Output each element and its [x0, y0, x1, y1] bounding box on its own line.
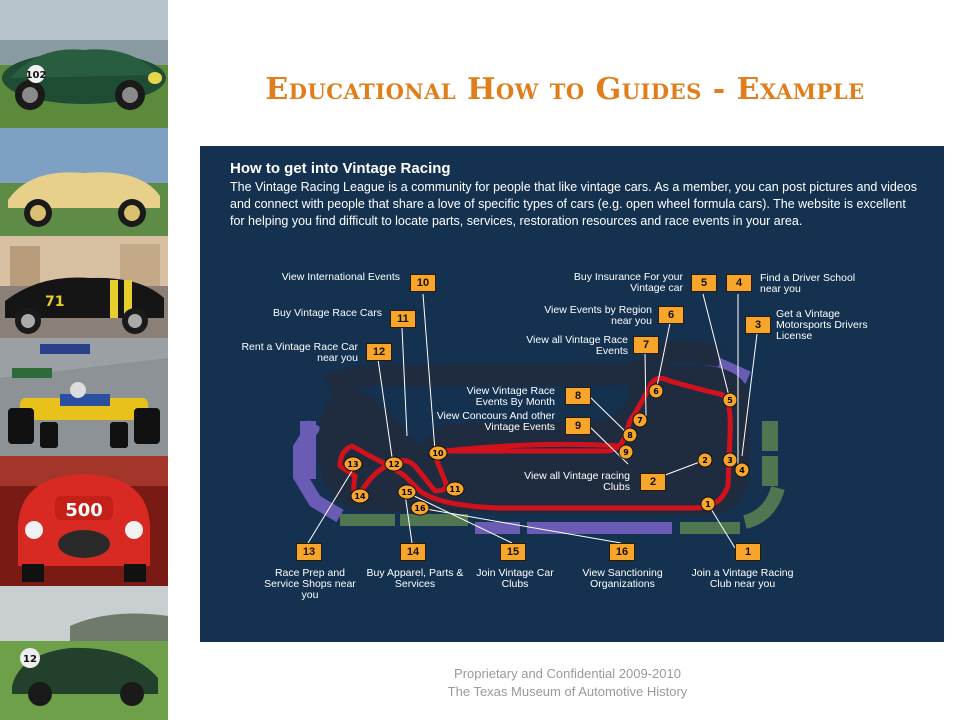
step-label-8: View Vintage Race Events By Month	[466, 385, 555, 408]
step-badge-15: 15	[500, 543, 526, 561]
marker-10	[429, 446, 447, 460]
svg-text:16: 16	[414, 504, 426, 513]
svg-text:13: 13	[347, 460, 359, 469]
svg-text:7: 7	[637, 416, 643, 425]
footer-organization: The Texas Museum of Automotive History	[447, 684, 688, 699]
svg-text:14: 14	[354, 492, 366, 501]
svg-text:4: 4	[739, 466, 745, 475]
step-badge-2: 2	[640, 473, 666, 491]
marker-5	[723, 393, 737, 407]
step-badge-9: 9	[565, 417, 591, 435]
vintage-racing-panel	[200, 146, 944, 642]
photo-car-number: 102	[25, 70, 47, 81]
step-badge-8: 8	[565, 387, 591, 405]
slide-title: Educational How to Guides - Example	[265, 72, 865, 107]
step-label-2: View all Vintage racing Clubs	[524, 470, 630, 493]
marker-11	[446, 482, 464, 496]
svg-text:15: 15	[401, 488, 413, 497]
step-label-16: View Sanctioning Organizations	[582, 567, 663, 590]
marker-12	[385, 457, 403, 471]
marker-3	[723, 453, 737, 467]
photo-cream-roadster	[0, 128, 168, 236]
svg-text:10: 10	[432, 449, 444, 458]
step-label-9: View Concours And other Vintage Events	[436, 410, 555, 433]
step-label-10: View International Events	[281, 271, 400, 283]
step-label-3: Get a Vintage Motorsports Drivers License	[776, 308, 868, 342]
svg-text:5: 5	[727, 396, 733, 405]
marker-7	[633, 413, 647, 427]
marker-9	[619, 445, 633, 459]
photo-green-racer	[0, 0, 168, 128]
photo-car-number: 12	[23, 654, 37, 665]
step-badge-4: 4	[726, 274, 752, 292]
photo-car-number: 500	[65, 500, 103, 521]
step-label-15: Join Vintage Car Clubs	[476, 567, 554, 590]
marker-2	[698, 453, 712, 467]
svg-text:8: 8	[627, 431, 633, 440]
marker-13	[344, 457, 362, 471]
step-label-11: Buy Vintage Race Cars	[273, 307, 382, 319]
marker-4	[735, 463, 749, 477]
step-badge-7: 7	[633, 336, 659, 354]
marker-14	[351, 489, 369, 503]
panel-title: How to get into Vintage Racing	[230, 160, 451, 177]
step-badge-13: 13	[296, 543, 322, 561]
step-label-5: Buy Insurance For your Vintage car	[573, 271, 683, 294]
step-badge-5: 5	[691, 274, 717, 292]
step-badge-1: 1	[735, 543, 761, 561]
step-badge-16: 16	[609, 543, 635, 561]
svg-text:9: 9	[623, 448, 629, 457]
step-label-1: Join a Vintage Racing Club near you	[691, 567, 794, 590]
photo-red-maserati	[0, 456, 168, 586]
marker-6	[649, 384, 663, 398]
svg-text:1: 1	[705, 500, 711, 509]
marker-16	[411, 501, 429, 515]
marker-15	[398, 485, 416, 499]
step-label-14: Buy Apparel, Parts & Services	[366, 567, 464, 590]
step-label-12: Rent a Vintage Race Car near you	[241, 341, 358, 364]
svg-text:3: 3	[727, 456, 733, 465]
step-badge-12: 12	[366, 343, 392, 361]
photo-formula-cars	[0, 338, 168, 456]
svg-text:2: 2	[702, 456, 708, 465]
photo-car-number: 71	[45, 294, 65, 310]
step-badge-3: 3	[745, 316, 771, 334]
photo-sidebar	[0, 0, 168, 720]
step-label-4: Find a Driver School near you	[760, 272, 856, 295]
step-badge-11: 11	[390, 310, 416, 328]
slide-footer	[380, 665, 755, 701]
step-label-6: View Events by Region near you	[544, 304, 652, 327]
marker-8	[623, 428, 637, 442]
step-badge-14: 14	[400, 543, 426, 561]
panel-description: The Vintage Racing League is a community for people that like vintage cars. As a member, you can post pictures and videos and connect with people that share a love of specific types of cars (e.g. open wheel formula cars). The website is excellent for helping you find difficult to locate parts, services, restoration resources and race events in your area.	[230, 180, 917, 228]
svg-text:6: 6	[653, 387, 659, 396]
step-label-13: Race Prep and Service Shops near you	[264, 567, 356, 601]
photo-green-jaguar	[0, 586, 168, 720]
photo-black-cobra	[0, 236, 168, 338]
marker-1	[701, 497, 715, 511]
footer-confidential: Proprietary and Confidential 2009-2010	[454, 666, 681, 681]
svg-text:11: 11	[449, 485, 461, 494]
step-badge-10: 10	[410, 274, 436, 292]
svg-text:12: 12	[388, 460, 400, 469]
step-label-7: View all Vintage Race Events	[526, 334, 628, 357]
step-badge-6: 6	[658, 306, 684, 324]
